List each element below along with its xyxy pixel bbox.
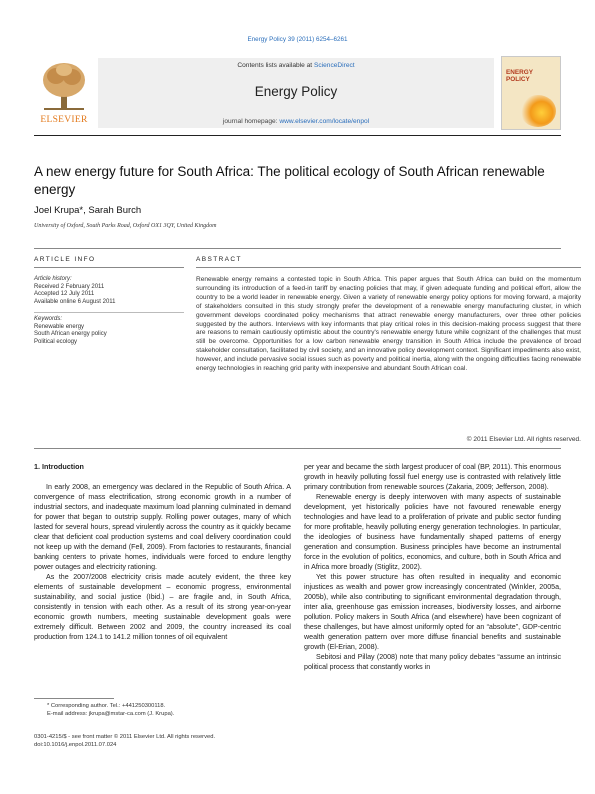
- article-info-heading: ARTICLE INFO: [34, 256, 96, 263]
- masthead-rule: [34, 135, 561, 136]
- abstract-copyright: © 2011 Elsevier Ltd. All rights reserved.: [466, 436, 581, 443]
- body-paragraph: per year and became the sixth largest producer of coal (BP, 2011). This enormous growth in heavily polluting fossil fuel energy use is contrasted with relatively little primary contribution from renewable sources (Zakaria, 2009; Jefferson, 2008).: [304, 463, 561, 491]
- citation-header[interactable]: Energy Policy 39 (2011) 6254–6261: [247, 36, 348, 43]
- article-title: A new energy future for South Africa: The political ecology of South African renewable energy: [34, 164, 545, 197]
- body-paragraph: Sebitosi and Pillay (2008) note that many policy debates “assume an intrinsic political process that constantly works in: [304, 653, 561, 671]
- masthead: [34, 56, 561, 132]
- history-label: Article history:: [34, 276, 72, 282]
- keyword-item: South African energy policy: [34, 331, 107, 338]
- section-heading: 1. Introduction: [34, 462, 84, 471]
- history-online: Available online 6 August 2011: [34, 298, 116, 305]
- footnote-rule: [34, 698, 114, 699]
- keywords-label: Keywords:: [34, 316, 63, 322]
- homepage-link[interactable]: www.elsevier.com/locate/enpol: [279, 118, 370, 125]
- masthead-band: [98, 58, 494, 128]
- abstract-heading: ABSTRACT: [196, 256, 242, 263]
- body-paragraph: Renewable energy is deeply interwoven with many aspects of sustainable development, yet historically policies have not favoured renewable energy technologies and have lead to a proliferation of private and public sector funding for more profitable, heavily polluting energy generation technologies. In particular, the ideologies of business have fundamentally shaped patterns of energy generation and consumption. Business principles have become an instrumental force in the evolution of politics, economics, and culture, both in South Africa and in Africa more broadly (Stiglitz, 2002).: [304, 493, 561, 571]
- abstract-rule: [196, 267, 581, 268]
- body-paragraph: Yet this power structure has often resulted in inequality and economic injustices as wealth and power grow increasingly concentrated (Winkler, 2005a, 2005b), while also contributing to significant environmental degradation through, inter alia, greenhouse gas emission increases, biodiversity losses, and airborne pollution. Policy makers in South Africa (and elsewhere) have been cognizant of these challenges, but have almost uniformly opted for an “absolute”, GDP-centric wealth generation pattern over more diffuse financial benefits and sustainable growth (El-Erian, 2008).: [304, 573, 561, 651]
- homepage-line: [98, 118, 494, 125]
- authors[interactable]: Joel Krupa*, Sarah Burch: [34, 205, 142, 216]
- issn-line: 0301-4215/$ - see front matter © 2011 Elsevier Ltd. All rights reserved.: [34, 734, 216, 740]
- footnote: [34, 703, 291, 718]
- body-paragraph: As the 2007/2008 electricity crisis made acutely evident, the three key elements of sustainable development – economic progress, environmental sustainability, and social justice (Ibid.) – are fragile and, in South Africa, consistently in tension with each other. As a result of its strong year-on-year economic growth numbers, meeting sustainable development goals were extremely difficult. Between 2002 and 2009, the country increased its coal production from 124.1 to 141.2 million tonnes of oil equivalent: [34, 573, 291, 641]
- affiliation: University of Oxford, South Parks Road, Oxford OX1 3QY, United Kingdom: [34, 223, 217, 229]
- title-rule: [34, 248, 561, 249]
- contents-prefix: Contents lists available at: [237, 62, 314, 69]
- body-column-left: [34, 462, 291, 642]
- keyword-item: Political ecology: [34, 338, 78, 345]
- keyword-item: Renewable energy: [34, 323, 85, 330]
- author-email[interactable]: E-mail address: jkrupa@mstar-ca.com (J. Krupa).: [47, 710, 175, 717]
- corresponding-author: * Corresponding author. Tel.: +441250300118.: [47, 703, 166, 709]
- contents-line: [98, 62, 494, 69]
- cover-title: ENERGY POLICY: [506, 69, 533, 83]
- publisher-name: ELSEVIER: [40, 115, 88, 125]
- body-column-right: [304, 462, 561, 672]
- body-paragraph: In early 2008, an emergency was declared in the Republic of South Africa. A convergence of mass electrification, strong economic growth in a number of industrial sectors, and inadequate maximum load planning culminated in demand for power that began to outstrip supply. Rolling power outages, many of which lasted for several hours, spread virulently across the country as it quickly became clear that deficient coal production systems and coal delivery coordination could not keep up with the demand (Fell, 2009). From factories to restaurants, financial banking centers to private homes, individuals were forced to endure lengthy power outages and electricity rationing.: [34, 483, 291, 571]
- abstract-text: Renewable energy remains a contested topic in South Africa. This paper argues that South Africa can build on the momentum surrounding its introduction of a feed-in tariff by enacting policies that may, if given adequate funding and political effort, allow the country to be a world leader in renewable energy. Given a variety of renewable energy policy options for moving forward, a majority of stakeholders consulted in this study strongly prefer the development of a renewable energy manufacturing cluster, in which government develops coordinated policy mechanisms that attract renewable energy manufacturers, over three other policies suggested by the authors. Interviews with key informants that play critical roles in this decision-making process suggest that there are reasons to remain cautiously optimistic about the country's renewable energy future while cognizant of the challenges that must still be overcome. Opportunities for a low carbon renewable energy transition in South Africa include the prevalence of broad stakeholder consultation, facilitated by civil society, and an innovative policy development context. Significant impediments also exist, however, and include pervasive social issues such as poverty and political inertia, along with the ongoing difficulties facing renewable energy technologies in reaching grid parity with inexpensive and abundant South African coal.: [196, 276, 581, 373]
- history-accepted: Accepted 12 July 2011: [34, 291, 95, 298]
- abstract-bottom-rule: [34, 448, 561, 449]
- journal-title: Energy Policy: [254, 84, 338, 99]
- sciencedirect-link[interactable]: ScienceDirect: [313, 62, 355, 69]
- front-matter: [34, 733, 291, 750]
- info-rule: [34, 267, 184, 268]
- article-history: [34, 276, 184, 306]
- history-received: Received 2 February 2011: [34, 283, 105, 290]
- cover-sun-icon: [520, 95, 556, 127]
- history-rule: [34, 312, 184, 313]
- homepage-prefix: journal homepage:: [222, 118, 280, 125]
- doi-line[interactable]: doi:10.1016/j.enpol.2011.07.024: [34, 742, 117, 749]
- keywords: [34, 316, 184, 346]
- journal-cover[interactable]: [501, 56, 561, 130]
- publisher-logo[interactable]: [34, 56, 94, 130]
- tree-logo-icon: [40, 60, 88, 112]
